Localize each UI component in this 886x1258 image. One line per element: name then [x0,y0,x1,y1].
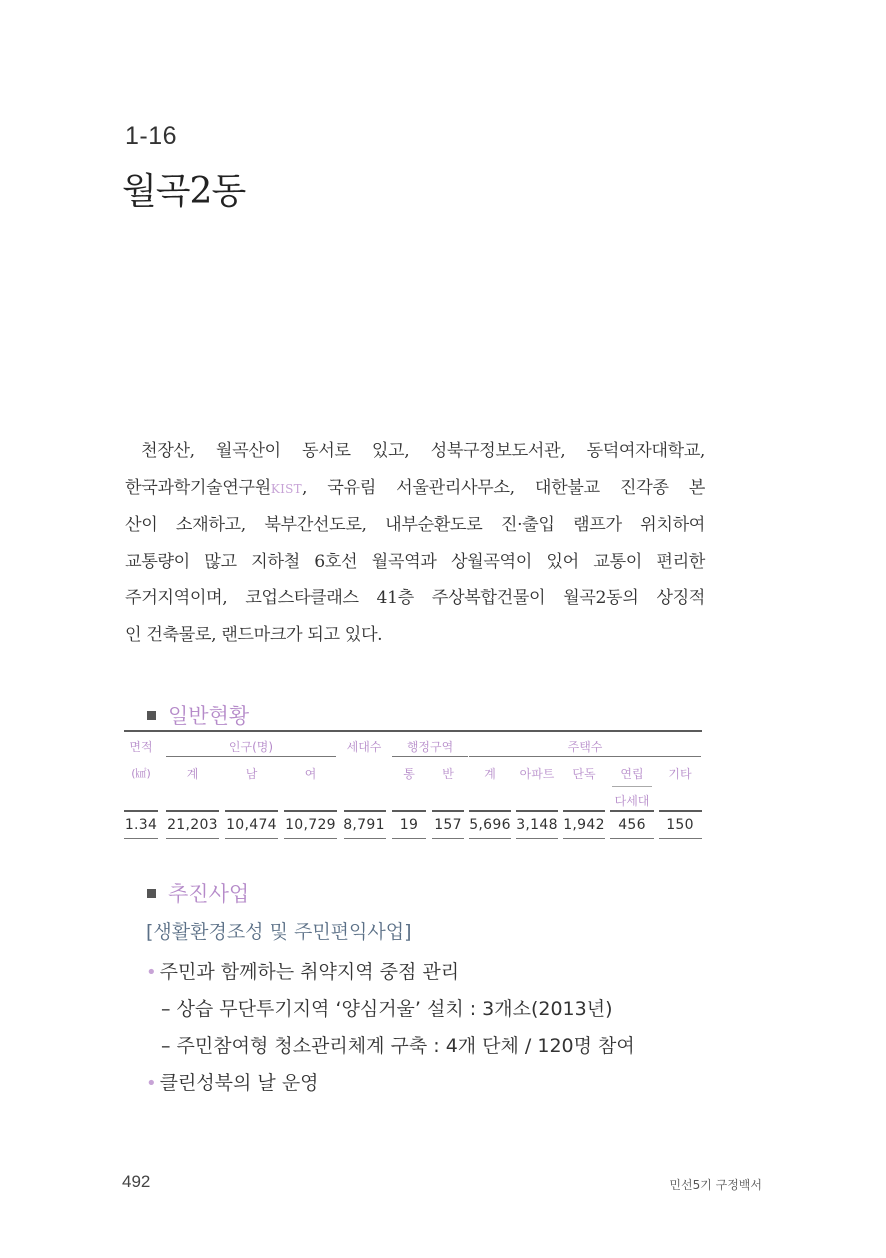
population-group-rule [166,756,336,757]
value-h-row-multi: 456 [618,817,646,833]
header-h-detached: 단독 [572,767,596,781]
row-multi-divider [612,786,652,787]
project-sub-item: – 상습 무단투기지역 ‘양심거울’ 설치 : 3개소(2013년) [161,998,613,1020]
header-households: 세대수 [346,740,382,754]
header-bottom-rule [166,810,219,812]
header-area: 면적 [129,740,153,754]
header-h-row: 연립 [620,767,644,781]
square-bullet-icon [147,889,156,898]
header-tong: 통 [403,767,415,781]
table-bottom-rule [166,838,219,839]
table-bottom-rule [469,838,511,839]
project-bullet-text: 주민과 함께하는 취약지역 중점 관리 [159,961,460,983]
header-housing: 주택수 [567,740,603,754]
projects-heading [147,878,249,908]
body-line: 교통량이 많고 지하철 6호선 월곡역과 상월곡역이 있어 교통이 편리한 [125,551,705,572]
admin-group-rule [392,756,468,757]
project-bullet [146,957,459,984]
header-bottom-rule [225,810,278,812]
header-bottom-rule [516,810,558,812]
kist-note: KIST [270,481,302,496]
value-pop-total: 21,203 [167,817,218,833]
header-bottom-rule [124,810,158,812]
value-h-total: 5,696 [469,817,511,833]
value-tong: 19 [399,817,419,833]
header-bottom-rule [392,810,426,812]
header-h-multi: 다세대 [614,794,650,808]
header-bottom-rule [432,810,464,812]
bullet-dot-icon: • [146,962,157,983]
body-line: 천장산, 월곡산이 동서로 있고, 성북구정보도서관, 동덕여자대학교, [141,441,705,461]
header-bottom-rule [344,810,386,812]
page-number: 492 [122,1172,151,1191]
value-households: 8,791 [343,817,385,833]
value-h-other: 150 [666,817,694,833]
body-line: 인 건축물로, 랜드마크가 되고 있다. [125,624,383,645]
body-paragraph [125,433,705,654]
section-title: 월곡2동 [122,171,246,212]
table-bottom-rule [344,838,386,839]
header-h-apt: 아파트 [519,767,555,781]
table-bottom-rule [516,838,558,839]
header-pop-female: 여 [304,767,317,781]
project-sub-item: – 주민참여형 청소관리체계 구축 : 4개 단체 / 120명 참여 [161,1035,635,1057]
bullet-dot-icon: • [146,1073,157,1094]
value-area: 1.34 [124,817,158,833]
project-bullet-text: 클린성북의 날 운영 [159,1072,319,1094]
header-h-total: 계 [484,767,496,781]
value-pop-female: 10,729 [285,817,336,833]
value-ban: 157 [434,817,462,833]
project-bullet [146,1068,319,1095]
header-area-unit: (㎢) [131,767,151,780]
body-line: 산이 소재하고, 북부간선도로, 내부순환도로 진·출입 램프가 위치하여 [125,515,705,536]
header-population: 인구(명) [228,740,274,754]
table-bottom-rule [563,838,605,839]
square-bullet-icon [147,711,156,720]
book-title: 민선5기 구정백서 [669,1178,762,1192]
body-line: 주거지역이며, 코업스타클래스 41층 주상복합건물이 월곡2동의 상징적 [125,588,705,609]
project-category: [생활환경조성 및 주민편익사업] [146,921,412,943]
header-bottom-rule [284,810,337,812]
general-status-heading [147,700,249,730]
value-pop-male: 10,474 [226,817,277,833]
header-pop-male: 남 [245,767,258,781]
table-bottom-rule [610,838,654,839]
projects-heading-text: 추진사업 [168,882,250,906]
section-number: 1-16 [125,122,178,150]
table-top-rule [124,730,702,732]
housing-group-rule [469,756,701,757]
header-bottom-rule [469,810,511,812]
header-bottom-rule [610,810,654,812]
table-bottom-rule [124,838,158,839]
general-status-heading-text: 일반현황 [168,704,250,728]
header-ban: 반 [442,767,454,781]
table-bottom-rule [432,838,464,839]
table-bottom-rule [284,838,337,839]
body-line [125,470,705,508]
body-line-part: , 국유림 서울관리사무소, 대한불교 진각종 본 [301,477,705,498]
table-bottom-rule [659,838,702,839]
header-bottom-rule [563,810,605,812]
value-h-detached: 1,942 [563,817,605,833]
general-status-table [124,730,702,840]
header-admin: 행정구역 [406,740,454,754]
header-h-other: 기타 [668,767,692,781]
table-bottom-rule [225,838,278,839]
header-bottom-rule [659,810,702,812]
header-pop-total: 계 [186,767,199,781]
value-h-apt: 3,148 [516,817,558,833]
body-line-part: 한국과학기술연구원 [125,477,271,498]
table-bottom-rule [392,838,426,839]
